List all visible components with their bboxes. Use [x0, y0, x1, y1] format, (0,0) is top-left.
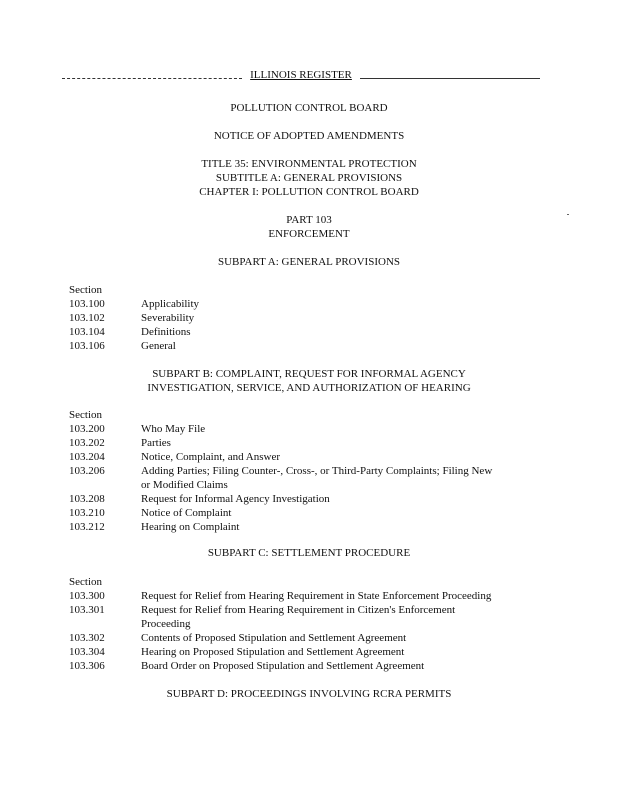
section-number: 103.304: [69, 646, 105, 658]
section-number: 103.104: [69, 326, 105, 338]
section-title: Request for Informal Agency Investigation: [141, 493, 330, 505]
subpart-b-heading-line2: INVESTIGATION, SERVICE, AND AUTHORIZATION OF HEARING: [147, 382, 471, 394]
part-name-heading: ENFORCEMENT: [268, 228, 350, 240]
subpart-c-section-label: Section: [69, 576, 102, 588]
section-title: Contents of Proposed Stipulation and Settlement Agreement: [141, 632, 407, 644]
section-title: Applicability: [141, 298, 200, 310]
section-title: Notice, Complaint, and Answer: [141, 451, 281, 463]
subpart-a-section-label: Section: [69, 284, 102, 296]
section-number: 103.106: [69, 340, 105, 352]
header-rule-right: [360, 78, 540, 79]
section-title: Notice of Complaint: [141, 507, 232, 519]
register-title: ILLINOIS REGISTER: [250, 69, 352, 81]
subpart-b-heading-line1: SUBPART B: COMPLAINT, REQUEST FOR INFORMAL AGENCY: [152, 368, 466, 380]
scan-mark: [567, 214, 569, 215]
notice-heading: NOTICE OF ADOPTED AMENDMENTS: [213, 130, 405, 142]
section-title: General: [141, 340, 176, 352]
subpart-a-heading: SUBPART A: GENERAL PROVISIONS: [218, 256, 400, 268]
section-number: 103.202: [69, 437, 105, 449]
section-number: 103.204: [69, 451, 105, 463]
section-number: 103.210: [69, 507, 105, 519]
section-number: 103.206: [69, 465, 105, 477]
section-title: Adding Parties; Filing Counter-, Cross-, or Third-Party Complaints; Filing New: [141, 465, 493, 477]
subpart-c-heading: SUBPART C: SETTLEMENT PROCEDURE: [207, 547, 411, 559]
section-number: 103.100: [69, 298, 105, 310]
section-title: Request for Relief from Hearing Requirement in Citizen's Enforcement: [141, 604, 456, 616]
header-rule-left: [62, 78, 242, 79]
section-number: 103.200: [69, 423, 105, 435]
section-title: Parties: [141, 437, 171, 449]
subpart-d-heading: SUBPART D: PROCEEDINGS INVOLVING RCRA PERMITS: [166, 688, 452, 700]
section-number: 103.302: [69, 632, 105, 644]
section-title: Hearing on Proposed Stipulation and Settlement Agreement: [141, 646, 405, 658]
section-number: 103.102: [69, 312, 105, 324]
section-title: Definitions: [141, 326, 191, 338]
section-number: 103.306: [69, 660, 105, 672]
board-heading: POLLUTION CONTROL BOARD: [230, 102, 388, 114]
chapter-heading: CHAPTER I: POLLUTION CONTROL BOARD: [199, 186, 419, 198]
section-title: Severability: [141, 312, 195, 324]
part-heading: PART 103: [286, 214, 332, 226]
section-title-continuation: or Modified Claims: [141, 479, 228, 491]
section-title-continuation: Proceeding: [141, 618, 191, 630]
register-header: [62, 66, 540, 82]
section-title: Request for Relief from Hearing Requirement in State Enforcement Proceeding: [141, 590, 492, 602]
subtitle-heading: SUBTITLE A: GENERAL PROVISIONS: [215, 172, 403, 184]
section-number: 103.301: [69, 604, 105, 616]
section-number: 103.300: [69, 590, 105, 602]
section-title: Hearing on Complaint: [141, 521, 240, 533]
subpart-b-section-label: Section: [69, 409, 102, 421]
section-title: Who May File: [141, 423, 206, 435]
title-heading: TITLE 35: ENVIRONMENTAL PROTECTION: [201, 158, 417, 170]
section-title: Board Order on Proposed Stipulation and Settlement Agreement: [141, 660, 425, 672]
section-number: 103.212: [69, 521, 105, 533]
section-number: 103.208: [69, 493, 105, 505]
